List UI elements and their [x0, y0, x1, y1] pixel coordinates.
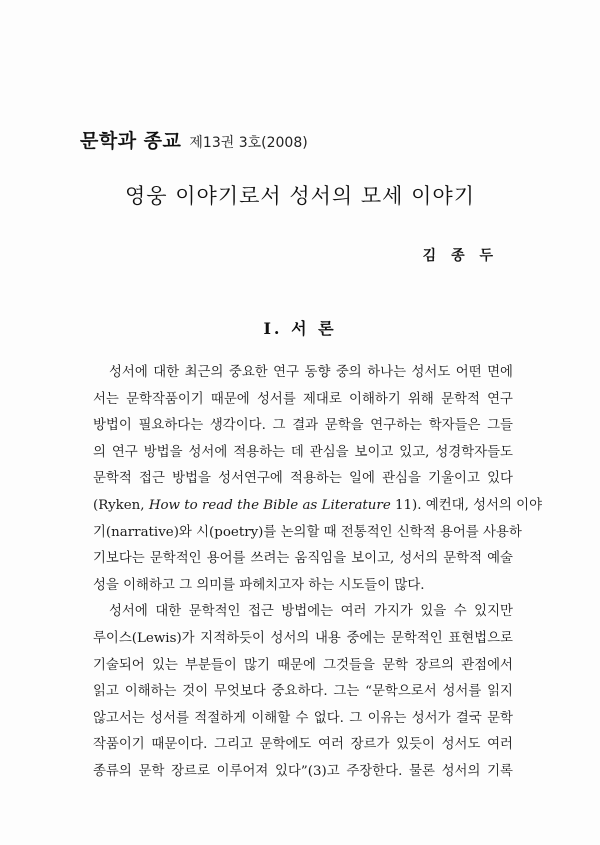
text-line: 루이스(Lewis)가 지적하듯이 성서의 내용 중에는 문학적인 표현법으로	[93, 630, 513, 646]
body-text	[93, 360, 543, 786]
text-line: 않고서는 성서를 적절하게 이해할 수 없다. 그 이유는 성서가 결국 문학	[93, 710, 513, 726]
text-line: 성서에 대한 최근의 중요한 연구 동향 중의 하나는 성서도 어떤 면에	[109, 365, 513, 380]
citation-book-title: How to read the Bible as Literature	[148, 497, 391, 513]
journal-name: 문학과 종교	[80, 130, 182, 152]
text-line: 기보다는 문학적인 용어를 쓰려는 움직임을 보이고, 성서의 문학적 예술	[93, 551, 513, 567]
text-line-citation	[93, 493, 543, 520]
citation-prefix: (Ryken,	[93, 497, 149, 513]
text-line: 기(narrative)와 시(poetry)를 논의할 때 전통적인 신학적 용어를 사용하	[93, 524, 522, 540]
text-line: 의 연구 방법을 성서에 적용하는 데 관심을 보이고 있고, 성경학자들도	[93, 444, 513, 460]
article-title: 영웅 이야기로서 성서의 모세 이야기	[125, 184, 475, 208]
article-author: 김 종 두	[422, 248, 498, 264]
text-line: 기술되어 있는 부분들이 많기 때문에 그것들을 문학 장르의 관점에서	[93, 657, 513, 673]
journal-header	[80, 132, 308, 151]
text-line: 성서에 대한 문학적인 접근 방법에는 여러 가지가 있을 수 있지만	[109, 604, 513, 620]
text-line: 종류의 문학 장르로 이루어져 있다”(3)고 주장한다. 물론 성서의 기록	[93, 763, 513, 779]
section-heading: I. 서 론	[263, 319, 337, 338]
text-line: 읽고 이해하는 것이 무엇보다 중요하다. 그는 “문학으로서 성서를 읽지	[93, 684, 513, 700]
text-line: 성을 이해하고 그 의미를 파헤치고자 하는 시도들이 많다.	[93, 577, 425, 593]
citation-suffix: 11). 예컨대, 성서의 이야	[390, 497, 543, 513]
text-line: 방법이 필요하다는 생각이다. 그 결과 문학을 연구하는 학자들은 그들	[93, 418, 513, 434]
text-line: 작품이기 때문이다. 그리고 문학에도 여러 장르가 있듯이 성서도 여러	[93, 737, 513, 753]
journal-issue: 제13권 3호(2008)	[189, 135, 308, 151]
text-line: 문학적 접근 방법을 성서연구에 적용하는 일에 관심을 기울이고 있다	[93, 471, 513, 487]
text-line: 서는 문학작품이기 때문에 성서를 제대로 이해하기 위해 문학적 연구	[93, 391, 513, 407]
